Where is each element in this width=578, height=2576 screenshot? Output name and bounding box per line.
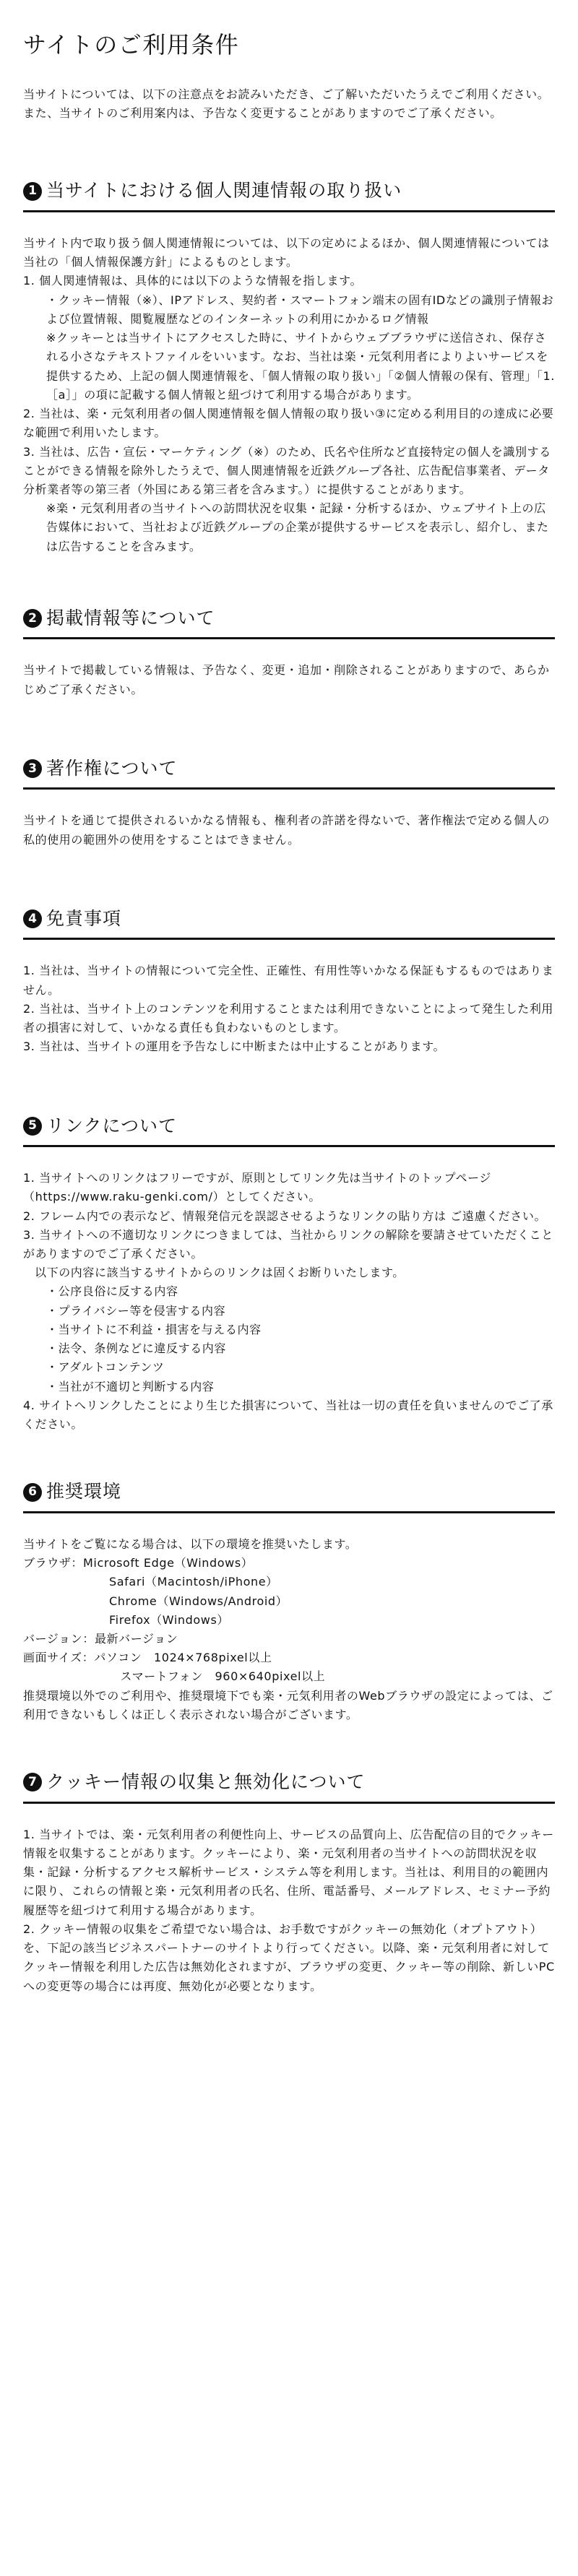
prohibited-item: ・当サイトに不利益・損害を与える内容	[46, 1322, 262, 1336]
paragraph: 当サイトをご覧になる場合は、以下の環境を推奨いたします。	[23, 1536, 358, 1551]
section-title: 当サイトにおける個人関連情報の取り扱い	[46, 180, 402, 202]
screen-size-label: 画面サイズ：	[23, 1651, 95, 1665]
list-item: 2. 当社は、楽・元気利用者の個人関連情報を個人情報の取り扱い③に定める利用目的の達成に必要な範囲で利用いたします。	[23, 407, 554, 440]
screen-size-pc: パソコン 1024×768pixel以上	[94, 1651, 272, 1665]
note-text: ※クッキーとは当サイトにアクセスした時に、サイトからウェブブラウザに送信され、保存される小さなテキストファイルをいいます。なお、当社は楽・元気利用者によりよいサービスを提供するため、上記の個人関連情報を、「個人情報の取り扱い」「②個人情報の保有、管理」「1.［a］」の項に記載する個人情報と紐づけて利用する場合があります。	[46, 331, 555, 402]
screen-size-list	[23, 1648, 555, 1686]
list-item: 2. 当社は、当サイト上のコンテンツを利用することまたは利用できないことによって発生した利用者の損害に対して、いかなる責任も負わないものとします。	[23, 1001, 554, 1035]
section-number-badge: 3	[23, 759, 42, 778]
browser-label: ブラウザ：	[23, 1556, 84, 1570]
paragraph: 当サイトで掲載している情報は、予告なく、変更・追加・削除されることがありますので、あらかじめご了承ください。	[23, 663, 550, 696]
page-title: サイトのご利用条件	[23, 31, 240, 59]
section-number-badge: 7	[23, 1773, 42, 1791]
section-cookies	[23, 1771, 555, 1996]
list-item: 1. 当社は、当サイトの情報について完全性、正確性、有用性等いかなる保証もするものではありません。	[23, 964, 554, 997]
list-item: 2. クッキー情報の収集をご希望でない場合は、お手数ですがクッキーの無効化（オプトアウト）を、下記の該当ビジネスパートナーのサイトより行ってください。以降、楽・元気利用者に対してクッキー情報を利用した広告は無効化されますが、ブラウザの変更、クッキー等の削除、新しいPCへの変更等の場合には再度、無効化が必要となります。	[23, 1922, 555, 1993]
prohibited-item: ・法令、条例などに違反する内容	[46, 1341, 227, 1356]
prohibited-item: ・プライバシー等を侵害する内容	[46, 1303, 226, 1318]
section-number-badge: 1	[23, 182, 42, 201]
screen-size-sp: スマートフォン 960×640pixel以上	[120, 1669, 326, 1684]
section-heading	[23, 1115, 555, 1148]
browser-item: Chrome（Windows/Android）	[109, 1594, 288, 1608]
paragraph: 推奨環境以外でのご利用や、推奨環境下でも楽・元気利用者のWebブラウザの設定によっては、ご利用できないもしくは正しく表示されない場合がございます。	[23, 1688, 553, 1721]
list-item: 2. フレーム内での表示など、情報発信元を誤認させるようなリンクの貼り方は ご遠慮ください。	[23, 1209, 547, 1223]
section-heading	[23, 1480, 555, 1513]
section-heading	[23, 607, 555, 640]
section-title: 著作権について	[46, 757, 178, 779]
section-copyright	[23, 757, 555, 850]
browser-list	[23, 1554, 555, 1630]
section-links	[23, 1115, 555, 1435]
list-item: 1. 当サイトへのリンクはフリーですが、原則としてリンク先は当サイトのトップページ	[23, 1171, 491, 1185]
section-title: 掲載情報等について	[46, 607, 215, 628]
section-title: 推奨環境	[46, 1481, 122, 1503]
paragraph: 当サイト内で取り扱う個人関連情報については、以下の定めによるほか、個人関連情報については当社の「個人情報保護方針」によるものとします。	[23, 235, 550, 269]
section-title: 免責事項	[46, 907, 122, 929]
list-item: 3. 当社は、広告・宣伝・マーケティング（※）のため、氏名や住所など直接特定の個人を識別することができる情報を除外したうえで、個人関連情報を近鉄グループ各社、広告配信事業者、データ分析業者等の第三者（外国にある第三者を含みます。）に提供することがあります。	[23, 444, 551, 497]
list-item: 1. 個人関連情報は、具体的には以下のような情報を指します。	[23, 274, 363, 288]
section-number-badge: 2	[23, 609, 42, 628]
section-heading	[23, 179, 555, 212]
browser-item: Firefox（Windows）	[109, 1612, 229, 1627]
top-page-url: （https://www.raku-genki.com/）としてください。	[23, 1190, 321, 1204]
prohibited-item: ・公序良俗に反する内容	[46, 1284, 178, 1299]
paragraph: 当サイトを通じて提供されるいかなる情報も、権利者の許諾を得ないで、著作権法で定める個人の私的使用の範囲外の使用をすることはできません。	[23, 813, 550, 847]
section-posted-info	[23, 607, 555, 699]
section-title: リンクについて	[46, 1115, 178, 1136]
list-item: 3. 当サイトへの不適切なリンクにつきましては、当社からリンクの解除を要請させていただくことがありますのでご了承ください。	[23, 1227, 553, 1261]
section-number-badge: 4	[23, 909, 42, 928]
intro-text: 当サイトについては、以下の注意点をお読みいただき、ご了解いただいたうえでご利用ください。また、当サイトのご利用案内は、予告なく変更することがありますのでご了承ください。	[23, 87, 550, 121]
section-title: クッキー情報の収集と無効化について	[46, 1771, 366, 1793]
prohibited-item: ・アダルトコンテンツ	[46, 1360, 165, 1375]
section-recommended-env	[23, 1480, 555, 1724]
version-text: バージョン：最新バージョン	[23, 1632, 178, 1646]
list-item: 1. 当サイトでは、楽・元気利用者の利便性向上、サービスの品質向上、広告配信の目的でクッキー情報を収集することがあります。クッキーにより、楽・元気利用者の当サイトへの訪問状況を収集・記録・分析するアクセス解析サービス・システム等を利用します。当社は、利用目的の範囲内に限り、これらの情報と楽・元気利用者の氏名、住所、電話番号、メールアドレス、セミナー予約履歴等を紐づけて利用する場合があります。	[23, 1827, 554, 1917]
section-number-badge: 6	[23, 1483, 42, 1502]
section-heading	[23, 907, 555, 941]
browser-item: Microsoft Edge（Windows）	[83, 1556, 254, 1570]
sub-item: ・クッキー情報（※）、IPアドレス、契約者・スマートフォン端末の固有IDなどの識別子情報および位置情報、閲覧履歴などのインターネットの利用にかかるログ情報	[46, 293, 554, 326]
section-disclaimer	[23, 907, 555, 1057]
sub-intro: 以下の内容に該当するサイトからのリンクは固くお断りいたします。	[35, 1266, 405, 1280]
section-heading	[23, 757, 555, 790]
section-heading	[23, 1771, 555, 1804]
browser-item: Safari（Macintosh/iPhone）	[109, 1575, 278, 1589]
list-item: 4. サイトへリンクしたことにより生じた損害について、当社は一切の責任を負いませんのでご了承ください。	[23, 1398, 553, 1432]
section-personal-info	[23, 179, 555, 556]
section-number-badge: 5	[23, 1117, 42, 1136]
note-text: ※楽・元気利用者の当サイトへの訪問状況を収集・記録・分析するほか、ウェブサイト上の広告媒体において、当社および近鉄グループの企業が提供するサービスを表示し、紹介し、または広告することを含みます。	[46, 501, 549, 553]
prohibited-item: ・当社が不適切と判断する内容	[46, 1379, 215, 1393]
list-item: 3. 当社は、当サイトの運用を予告なしに中断または中止することがあります。	[23, 1040, 446, 1054]
